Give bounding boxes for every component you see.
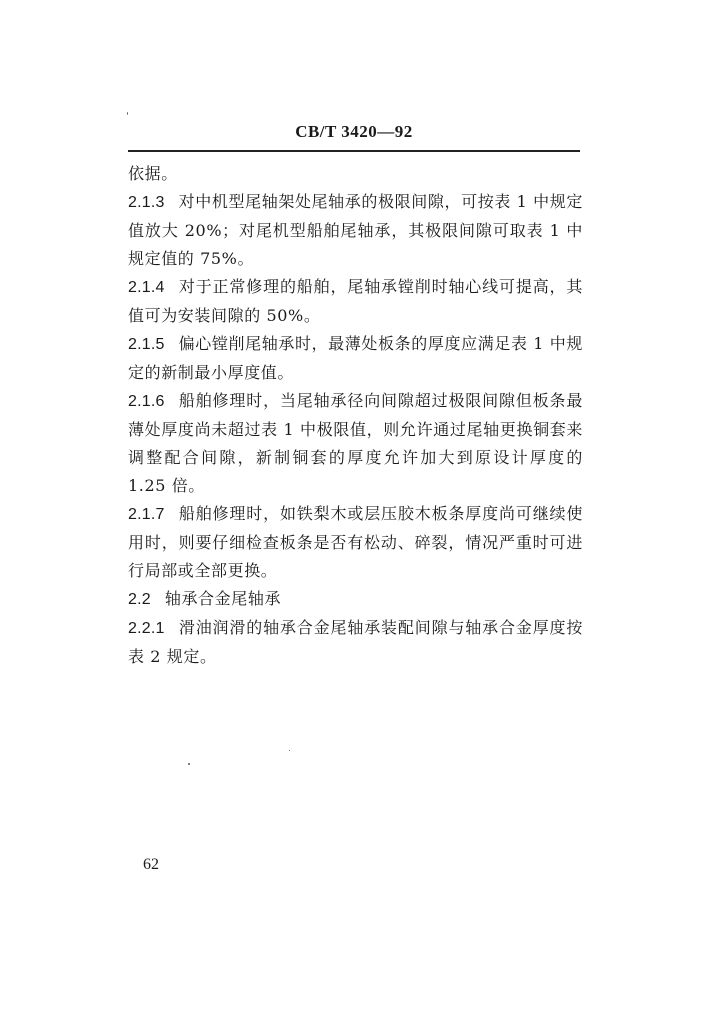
standard-code: CB/T 3420—92	[295, 122, 413, 141]
clause-number: 2.2.1	[128, 620, 165, 637]
clause-2-1-3	[128, 188, 583, 273]
clause-number: 2.1.3	[128, 194, 165, 211]
section-2-2-heading	[128, 585, 583, 614]
clause-2-1-7	[128, 500, 583, 585]
clause-text: 船舶修理时，如铁梨木或层压胶木板条厚度尚可继续使用时，则要仔细检查板条是否有松动、碎裂，情况严重时可进行局部或全部更换。	[128, 504, 583, 580]
clause-number: 2.1.6	[128, 393, 165, 410]
scan-speck	[289, 750, 290, 751]
clause-number: 2.1.5	[128, 336, 165, 353]
clause-text: 对中机型尾轴架处尾轴承的极限间隙，可按表 1 中规定值放大 20%；对尾机型船舶尾轴承，其极限间隙可取表 1 中规定值的 75%。	[128, 192, 583, 268]
clause-text: 船舶修理时，当尾轴承径向间隙超过极限间隙但板条最薄处厚度尚未超过表 1 中极限值，则允许通过尾轴更换铜套来调整配合间隙，新制铜套的厚度允许加大到原设计厚度的 1.25 倍。	[128, 391, 583, 495]
page-number: 62	[143, 856, 159, 873]
clause-number: 2.1.7	[128, 506, 165, 523]
clause-text: 偏心镗削尾轴承时，最薄处板条的厚度应满足表 1 中规定的新制最小厚度值。	[128, 334, 583, 382]
clause-text: 对于正常修理的船舶，尾轴承镗削时轴心线可提高，其值可为安装间隙的 50%。	[128, 277, 583, 325]
clause-2-1-4	[128, 273, 583, 330]
clause-2-2-1	[128, 614, 583, 671]
paragraph-text: 依据。	[128, 164, 178, 183]
clause-2-1-5	[128, 330, 583, 387]
clause-2-1-6	[128, 387, 583, 500]
scan-speck	[127, 112, 128, 115]
scan-speck	[188, 763, 190, 765]
paragraph-continuation	[128, 160, 583, 188]
clause-text: 滑油润滑的轴承合金尾轴承装配间隙与轴承合金厚度按表 2 规定。	[128, 618, 583, 666]
body-text	[128, 160, 583, 671]
clause-number: 2.1.4	[128, 279, 165, 296]
section-title: 轴承合金尾轴承	[164, 589, 282, 608]
page-header	[128, 118, 580, 152]
section-number: 2.2	[128, 591, 151, 608]
